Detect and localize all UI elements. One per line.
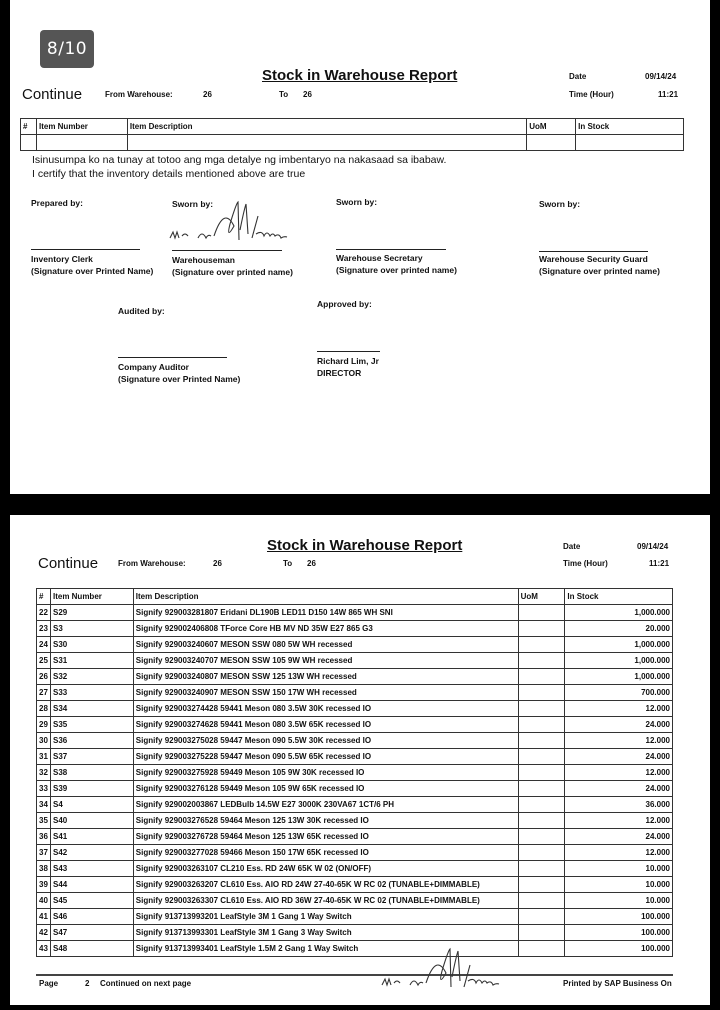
row-number-cell: 25 xyxy=(37,653,51,669)
table-row xyxy=(37,909,673,925)
footer-divider xyxy=(36,974,673,976)
report-title: Stock in Warehouse Report xyxy=(267,537,463,554)
security-guard-subtitle: (Signature over printed name) xyxy=(539,266,660,276)
item-description-cell: Signify 913713993401 LeafStyle 1.5M 2 Gang 1 Way Switch xyxy=(133,941,518,957)
continue-label: Continue xyxy=(38,555,99,572)
to-label: To xyxy=(279,90,289,99)
row-number-cell: 31 xyxy=(37,749,51,765)
item-number-cell: S30 xyxy=(50,637,133,653)
in-stock-cell: 100.000 xyxy=(565,941,673,957)
director-block xyxy=(317,355,379,379)
in-stock-cell: 12.000 xyxy=(565,733,673,749)
page-counter-badge: 8/10 xyxy=(40,30,94,68)
uom-cell xyxy=(518,605,565,621)
column-header-number: # xyxy=(37,589,51,605)
warehouseman-subtitle: (Signature over printed name) xyxy=(172,267,293,277)
in-stock-cell: 24.000 xyxy=(565,749,673,765)
item-number-cell: S34 xyxy=(50,701,133,717)
column-header-item-description: Item Description xyxy=(133,589,518,605)
row-number-cell: 36 xyxy=(37,829,51,845)
row-number-cell: 43 xyxy=(37,941,51,957)
report-title: Stock in Warehouse Report xyxy=(262,67,458,84)
company-auditor-block xyxy=(118,361,240,385)
item-description-cell: Signify 913713993201 LeafStyle 3M 1 Gang 1 Way Switch xyxy=(133,909,518,925)
table-row xyxy=(37,717,673,733)
table-row xyxy=(37,621,673,637)
signature-line-inventory-clerk xyxy=(31,249,140,250)
uom-cell xyxy=(518,717,565,733)
from-warehouse-value: 26 xyxy=(203,90,212,99)
table-row xyxy=(37,925,673,941)
table-header-row xyxy=(37,589,673,605)
item-description-cell: Signify 929002406808 TForce Core HB MV ND 35W E27 865 G3 xyxy=(133,621,518,637)
row-number-cell: 32 xyxy=(37,765,51,781)
from-warehouse-label: From Warehouse: xyxy=(105,90,173,99)
security-guard-block xyxy=(539,253,660,277)
table-row xyxy=(37,605,673,621)
in-stock-cell: 36.000 xyxy=(565,797,673,813)
table-row xyxy=(37,685,673,701)
uom-cell xyxy=(518,813,565,829)
footer-printed-by: Printed by SAP Business On xyxy=(563,979,672,988)
warehouse-secretary-block xyxy=(336,252,457,276)
column-header-item-number: Item Number xyxy=(50,589,133,605)
item-number-cell: S37 xyxy=(50,749,133,765)
item-number-cell: S40 xyxy=(50,813,133,829)
date-value: 09/14/24 xyxy=(645,72,677,81)
uom-cell xyxy=(518,829,565,845)
item-description-cell: Signify 929003275028 59447 Meson 090 5.5W 30K recessed IO xyxy=(133,733,518,749)
row-number-cell: 35 xyxy=(37,813,51,829)
row-number-cell: 22 xyxy=(37,605,51,621)
uom-cell xyxy=(518,653,565,669)
inventory-clerk-title: Inventory Clerk xyxy=(31,254,93,264)
date-label: Date xyxy=(563,542,581,551)
uom-cell xyxy=(518,941,565,957)
item-number-cell: S45 xyxy=(50,893,133,909)
certification-english: I certify that the inventory details mentioned above are true xyxy=(32,168,306,180)
item-number-cell: S46 xyxy=(50,909,133,925)
table-row xyxy=(37,637,673,653)
footer-signature xyxy=(380,947,510,997)
row-number-cell: 23 xyxy=(37,621,51,637)
time-label: Time (Hour) xyxy=(563,559,608,568)
signature-line-director xyxy=(317,351,380,352)
warehouseman-block xyxy=(172,254,293,278)
item-description-cell: Signify 929003263307 CL610 Ess. AIO RD 36W 27-40-65K W RC 02 (TUNABLE+DIMMABLE) xyxy=(133,893,518,909)
items-table-header xyxy=(20,118,684,151)
table-row xyxy=(37,813,673,829)
approved-by-label: Approved by: xyxy=(317,299,372,309)
uom-cell xyxy=(518,749,565,765)
inventory-clerk-subtitle: (Signature over Printed Name) xyxy=(31,266,154,276)
item-description-cell: Signify 929003274428 59441 Meson 080 3.5W 30K recessed IO xyxy=(133,701,518,717)
prepared-by-label: Prepared by: xyxy=(31,198,83,208)
row-number-cell: 30 xyxy=(37,733,51,749)
table-row xyxy=(37,781,673,797)
item-description-cell: Signify 929003276128 59449 Meson 105 9W 65K recessed IO xyxy=(133,781,518,797)
in-stock-cell: 1,000.000 xyxy=(565,669,673,685)
item-description-cell: Signify 929003276728 59464 Meson 125 13W 65K recessed IO xyxy=(133,829,518,845)
item-number-cell: S35 xyxy=(50,717,133,733)
row-number-cell: 38 xyxy=(37,861,51,877)
item-number-cell: S29 xyxy=(50,605,133,621)
column-header-in-stock: In Stock xyxy=(576,119,684,135)
warehouse-secretary-subtitle: (Signature over printed name) xyxy=(336,265,457,275)
company-auditor-title: Company Auditor xyxy=(118,362,189,372)
uom-cell xyxy=(518,877,565,893)
uom-cell xyxy=(518,765,565,781)
item-number-cell: S3 xyxy=(50,621,133,637)
in-stock-cell: 1,000.000 xyxy=(565,637,673,653)
signature-line-warehouse-secretary xyxy=(336,249,446,250)
uom-cell xyxy=(518,685,565,701)
uom-cell xyxy=(518,893,565,909)
uom-cell xyxy=(518,797,565,813)
item-number-cell: S38 xyxy=(50,765,133,781)
table-row xyxy=(37,941,673,957)
director-title: DIRECTOR xyxy=(317,368,362,378)
item-description-cell: Signify 929003275228 59447 Meson 090 5.5W 65K recessed IO xyxy=(133,749,518,765)
uom-cell xyxy=(518,925,565,941)
sworn-by-label-2: Sworn by: xyxy=(336,197,378,207)
table-row xyxy=(37,893,673,909)
uom-cell xyxy=(518,733,565,749)
item-number-cell: S32 xyxy=(50,669,133,685)
table-row xyxy=(37,749,673,765)
row-number-cell: 26 xyxy=(37,669,51,685)
inventory-clerk-block xyxy=(31,253,153,277)
date-value: 09/14/24 xyxy=(637,542,669,551)
table-row xyxy=(37,797,673,813)
uom-cell xyxy=(518,909,565,925)
item-number-cell: S42 xyxy=(50,845,133,861)
item-number-cell: S36 xyxy=(50,733,133,749)
item-description-cell: Signify 929003240907 MESON SSW 150 17W WH recessed xyxy=(133,685,518,701)
director-name: Richard Lim, Jr xyxy=(317,356,379,366)
table-row xyxy=(37,861,673,877)
row-number-cell: 24 xyxy=(37,637,51,653)
security-guard-title: Warehouse Security Guard xyxy=(539,254,648,264)
item-description-cell: Signify 929003240607 MESON SSW 080 5W WH recessed xyxy=(133,637,518,653)
item-number-cell: S48 xyxy=(50,941,133,957)
certification-tagalog: Isinusumpa ko na tunay at totoo ang mga detalye ng imbentaryo na nakasaad sa ibabaw. xyxy=(32,154,447,166)
in-stock-cell: 10.000 xyxy=(565,861,673,877)
uom-cell xyxy=(518,669,565,685)
row-number-cell: 29 xyxy=(37,717,51,733)
in-stock-cell: 12.000 xyxy=(565,701,673,717)
time-value: 11:21 xyxy=(649,559,670,568)
column-header-uom: UoM xyxy=(527,119,576,135)
item-number-cell: S39 xyxy=(50,781,133,797)
uom-cell xyxy=(518,845,565,861)
signature-line-company-auditor xyxy=(118,357,227,358)
to-warehouse-value: 26 xyxy=(307,559,316,568)
to-label: To xyxy=(283,559,293,568)
table-row xyxy=(37,877,673,893)
row-number-cell: 37 xyxy=(37,845,51,861)
row-number-cell: 42 xyxy=(37,925,51,941)
column-header-number: # xyxy=(21,119,37,135)
time-label: Time (Hour) xyxy=(569,90,614,99)
item-number-cell: S47 xyxy=(50,925,133,941)
item-number-cell: S31 xyxy=(50,653,133,669)
in-stock-cell: 10.000 xyxy=(565,877,673,893)
row-number-cell: 34 xyxy=(37,797,51,813)
uom-cell xyxy=(518,781,565,797)
signature-line-security-guard xyxy=(539,251,648,252)
item-description-cell: Signify 929003281807 Eridani DL190B LED11 D150 14W 865 WH SNI xyxy=(133,605,518,621)
item-number-cell: S33 xyxy=(50,685,133,701)
continue-label: Continue xyxy=(22,86,83,103)
in-stock-cell: 100.000 xyxy=(565,909,673,925)
audited-by-label: Audited by: xyxy=(118,306,165,316)
table-empty-row xyxy=(21,135,684,151)
in-stock-cell: 24.000 xyxy=(565,781,673,797)
row-number-cell: 39 xyxy=(37,877,51,893)
table-row xyxy=(37,733,673,749)
column-header-in-stock: In Stock xyxy=(565,589,673,605)
column-header-item-description: Item Description xyxy=(127,119,526,135)
in-stock-cell: 12.000 xyxy=(565,813,673,829)
in-stock-cell: 700.000 xyxy=(565,685,673,701)
in-stock-cell: 20.000 xyxy=(565,621,673,637)
table-row xyxy=(37,845,673,861)
item-description-cell: Signify 929003276528 59464 Meson 125 13W 30K recessed IO xyxy=(133,813,518,829)
row-number-cell: 41 xyxy=(37,909,51,925)
to-warehouse-value: 26 xyxy=(303,90,312,99)
row-number-cell: 28 xyxy=(37,701,51,717)
warehouseman-title: Warehouseman xyxy=(172,255,235,265)
item-description-cell: Signify 929003240707 MESON SSW 105 9W WH recessed xyxy=(133,653,518,669)
row-number-cell: 40 xyxy=(37,893,51,909)
footer-continued-text: Continued on next page xyxy=(100,979,192,988)
column-header-item-number: Item Number xyxy=(36,119,127,135)
in-stock-cell: 10.000 xyxy=(565,893,673,909)
uom-cell xyxy=(518,621,565,637)
sworn-by-label-3: Sworn by: xyxy=(539,199,581,209)
uom-cell xyxy=(518,701,565,717)
in-stock-cell: 24.000 xyxy=(565,717,673,733)
date-label: Date xyxy=(569,72,587,81)
in-stock-cell: 1,000.000 xyxy=(565,653,673,669)
item-description-cell: Signify 929003277028 59466 Meson 150 17W 65K recessed IO xyxy=(133,845,518,861)
table-row xyxy=(37,701,673,717)
column-header-uom: UoM xyxy=(518,589,565,605)
report-page-1 xyxy=(10,0,710,494)
from-warehouse-value: 26 xyxy=(213,559,222,568)
row-number-cell: 27 xyxy=(37,685,51,701)
item-number-cell: S41 xyxy=(50,829,133,845)
company-auditor-subtitle: (Signature over Printed Name) xyxy=(118,374,241,384)
item-number-cell: S43 xyxy=(50,861,133,877)
from-warehouse-label: From Warehouse: xyxy=(118,559,186,568)
in-stock-cell: 1,000.000 xyxy=(565,605,673,621)
item-description-cell: Signify 913713993301 LeafStyle 3M 1 Gang 3 Way Switch xyxy=(133,925,518,941)
table-row xyxy=(37,829,673,845)
in-stock-cell: 24.000 xyxy=(565,829,673,845)
item-number-cell: S44 xyxy=(50,877,133,893)
certification-text xyxy=(32,153,446,181)
row-number-cell: 33 xyxy=(37,781,51,797)
time-value: 11:21 xyxy=(658,90,679,99)
signature-line-warehouseman xyxy=(172,250,282,251)
items-table xyxy=(36,588,673,957)
item-description-cell: Signify 929003240807 MESON SSW 125 13W WH recessed xyxy=(133,669,518,685)
uom-cell xyxy=(518,637,565,653)
warehouseman-signature xyxy=(168,200,298,248)
item-description-cell: Signify 929003274628 59441 Meson 080 3.5W 65K recessed IO xyxy=(133,717,518,733)
table-row xyxy=(37,765,673,781)
in-stock-cell: 12.000 xyxy=(565,845,673,861)
item-description-cell: Signify 929002003867 LEDBulb 14.5W E27 3000K 230VA67 1CT/6 PH xyxy=(133,797,518,813)
footer-page-label: Page xyxy=(39,979,59,988)
item-description-cell: Signify 929003275928 59449 Meson 105 9W 30K recessed IO xyxy=(133,765,518,781)
warehouse-secretary-title: Warehouse Secretary xyxy=(336,253,423,263)
item-description-cell: Signify 929003263107 CL210 Ess. RD 24W 65K W 02 (ON/OFF) xyxy=(133,861,518,877)
item-description-cell: Signify 929003263207 CL610 Ess. AIO RD 24W 27-40-65K W RC 02 (TUNABLE+DIMMABLE) xyxy=(133,877,518,893)
table-row xyxy=(37,669,673,685)
footer-page-number: 2 xyxy=(85,979,90,988)
in-stock-cell: 100.000 xyxy=(565,925,673,941)
sworn-by-label-1: Sworn by: xyxy=(172,199,214,209)
item-number-cell: S4 xyxy=(50,797,133,813)
report-page-2 xyxy=(10,515,710,1005)
table-header-row xyxy=(21,119,684,135)
uom-cell xyxy=(518,861,565,877)
in-stock-cell: 12.000 xyxy=(565,765,673,781)
table-row xyxy=(37,653,673,669)
